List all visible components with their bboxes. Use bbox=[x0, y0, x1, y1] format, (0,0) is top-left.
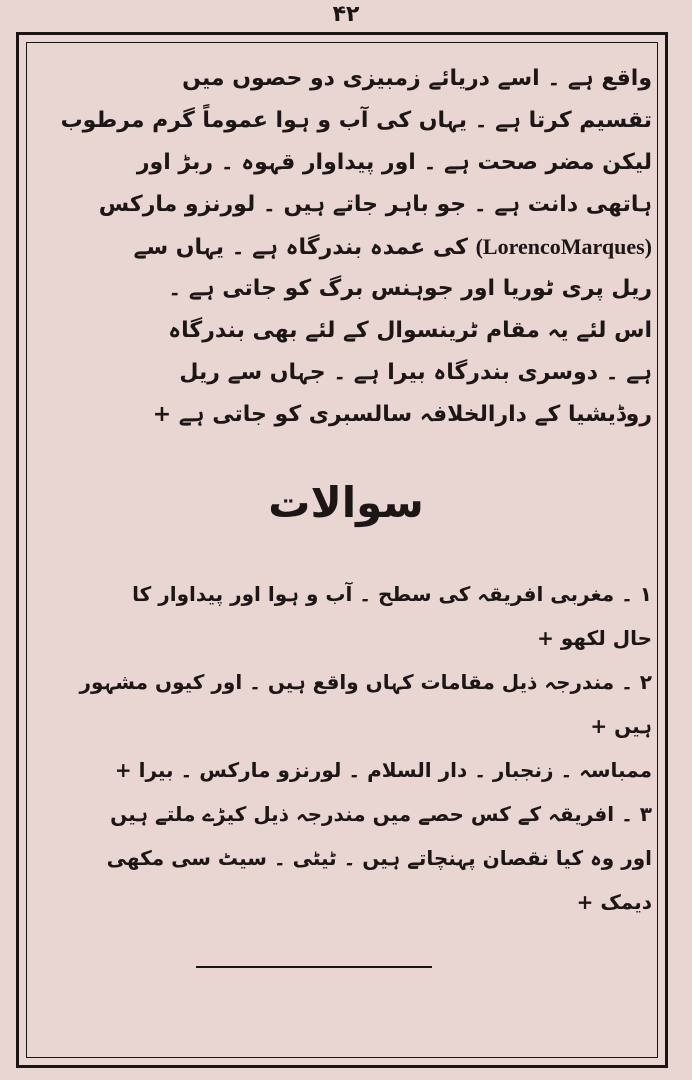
body-line: اس لئے یہ مقام ٹرینسوال کے لئے بھی بندرگاہ bbox=[168, 318, 652, 343]
question-line: ۳ ۔ افریقہ کے کس حصے میں مندرجہ ذیل کیڑے ملتے ہیں bbox=[110, 802, 652, 826]
question-line: دیمک + bbox=[576, 890, 652, 914]
body-line: ہاتھی دانت ہے ۔ جو باہر جاتے ہیں ۔ لورنزو مارکس bbox=[98, 192, 652, 217]
latin-term: (LorencoMarques) bbox=[475, 234, 652, 259]
body-line: روڈیشیا کے دارالخلافہ سالسبری کو جاتی ہے + bbox=[152, 402, 652, 427]
end-rule bbox=[196, 966, 432, 968]
body-line: ہے ۔ دوسری بندرگاہ بیرا ہے ۔ جہاں سے ریل bbox=[179, 360, 652, 385]
body-line-with-latin bbox=[40, 226, 652, 268]
question-line: ۲ ۔ مندرجہ ذیل مقامات کہاں واقع ہیں ۔ اور کیوں مشہور bbox=[79, 670, 652, 694]
body-line: لیکن مضر صحت ہے ۔ اور پیداوار قہوہ ۔ ربڑ اور bbox=[136, 150, 652, 175]
body-line: ریل پری ٹوریا اور جوہنس برگ کو جاتی ہے ۔ bbox=[168, 276, 652, 301]
body-line-text: کی عمدہ بندرگاہ ہے ۔ یہاں سے bbox=[133, 235, 468, 260]
question-line: ہیں + bbox=[590, 714, 652, 738]
questions-list bbox=[40, 572, 652, 924]
body-line: تقسیم کرتا ہے ۔ یہاں کی آب و ہوا عموماً گرم مرطوب bbox=[60, 108, 652, 133]
question-line: حال لکھو + bbox=[537, 626, 652, 650]
body-line: واقع ہے ۔ اسے دریائے زمبیزی دو حصوں میں bbox=[182, 66, 652, 91]
body-paragraph bbox=[40, 58, 652, 436]
question-line: ۱ ۔ مغربی افریقہ کی سطح ۔ آب و ہوا اور پیداوار کا bbox=[132, 582, 652, 606]
page-number: ۴۲ bbox=[332, 2, 360, 27]
question-line: ممباسہ ۔ زنجبار ۔ دار السلام ۔ لورنزو مارکس ۔ بیرا + bbox=[114, 758, 652, 782]
question-line: اور وہ کیا نقصان پہنچاتے ہیں ۔ ٹیٹی ۔ سیٹ سی مکھی bbox=[106, 846, 652, 870]
section-heading: سوالات bbox=[268, 478, 424, 527]
